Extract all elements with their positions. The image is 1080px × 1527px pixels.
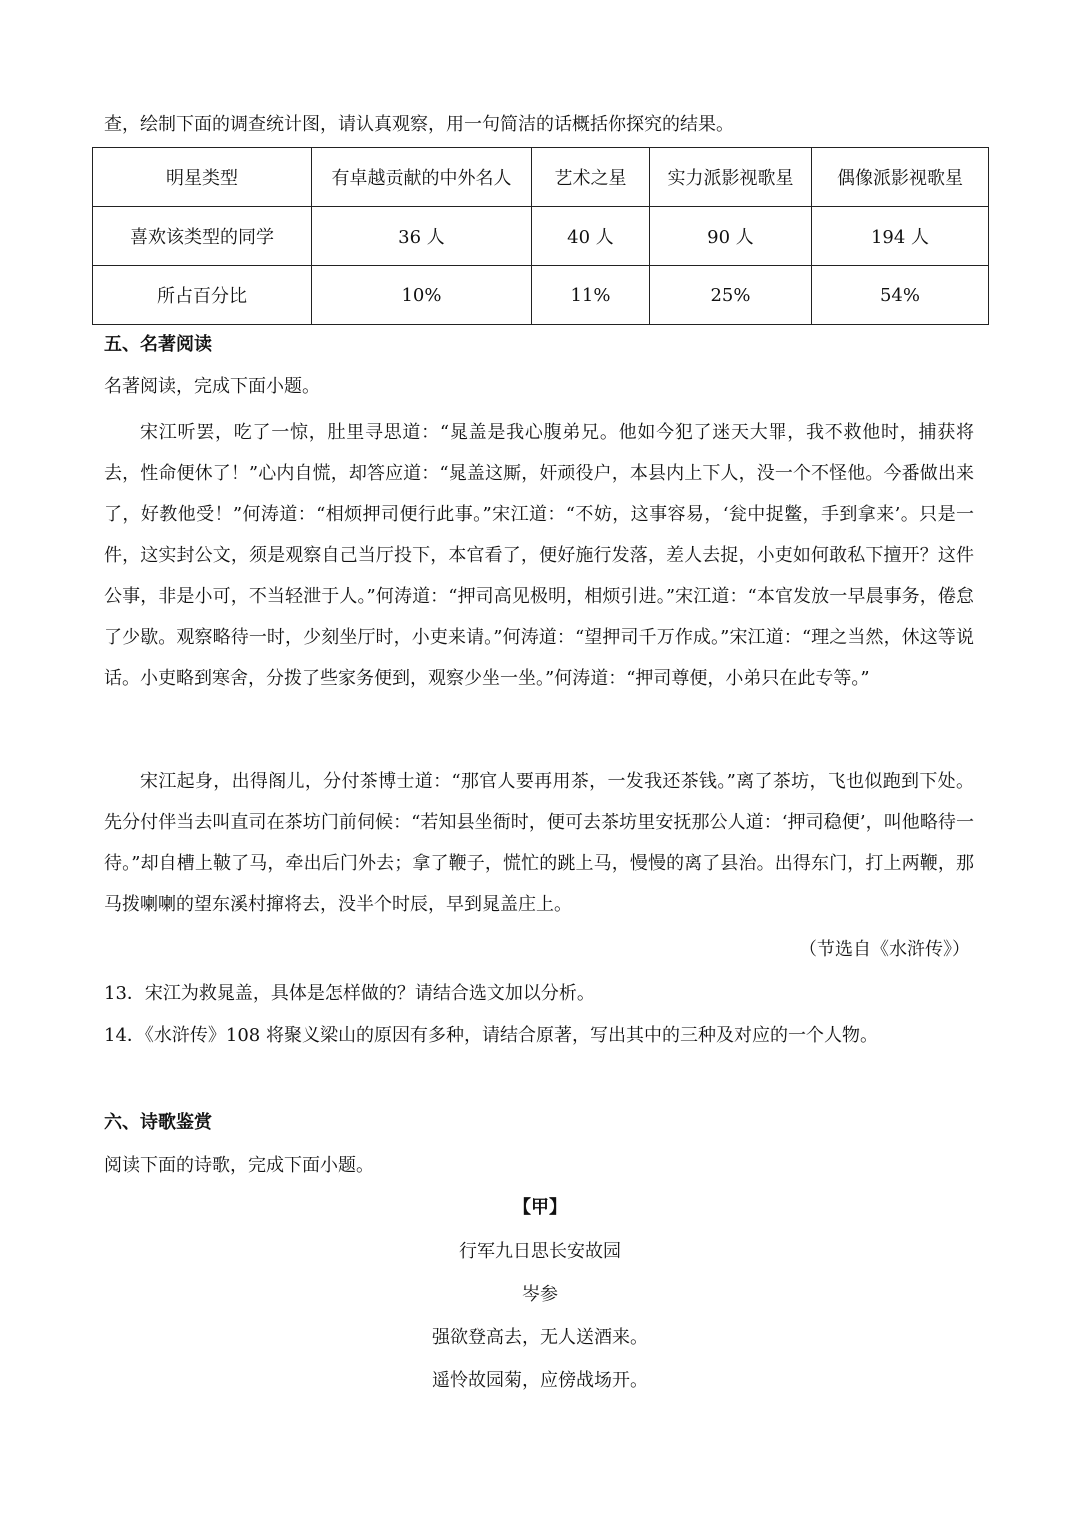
table-cell: 10% bbox=[312, 266, 532, 325]
table-row bbox=[93, 266, 989, 325]
table-cell: 40 人 bbox=[532, 207, 650, 266]
table-row bbox=[93, 148, 989, 207]
passage-source: （节选自《水浒传》） bbox=[799, 939, 970, 960]
table-cell: 有卓越贡献的中外名人 bbox=[312, 148, 532, 207]
question-13: 13．宋江为救晁盖，具体是怎样做的？请结合选文加以分析。 bbox=[104, 983, 595, 1004]
intro-line: 查，绘制下面的调查统计图，请认真观察，用一句简洁的话概括你探究的结果。 bbox=[104, 114, 734, 135]
table-cell: 偶像派影视歌星 bbox=[812, 148, 989, 207]
passage-paragraph-1: 宋江听罢，吃了一惊，肚里寻思道：“晁盖是我心腹弟兄。他如今犯了迷天大罪，我不救他时，捕获将去，性命便休了！”心内自慌，却答应道：“晁盖这厮，奸顽役户，本县内上下人，没一个不怪他。今番做出来了，好教他受！”何涛道：“相烦押司便行此事。”宋江道：“不妨，这事容易，‘瓮中捉鳖，手到拿来’。只是一件，这实封公文，须是观察自己当厅投下，本官看了，便好施行发落，差人去捉，小吏如何敢私下擅开？这件公事，非是小可，不当轻泄于人。”何涛道：“押司高见极明，相烦引进。”宋江道：“本官发放一早晨事务，倦怠了少歇。观察略待一时，少刻坐厅时，小吏来请。”何涛道：“望押司千万作成。”宋江道：“理之当然，休这等说话。小吏略到寒舍，分拨了些家务便到，观察少坐一坐。”何涛道：“押司尊便，小弟只在此专等。” bbox=[104, 422, 974, 689]
poem-label: 【甲】 bbox=[513, 1197, 567, 1218]
table-cell: 实力派影视歌星 bbox=[650, 148, 812, 207]
passage-paragraph-2: 宋江起身，出得阁儿，分付茶博士道：“那官人要再用茶，一发我还茶钱。”离了茶坊，飞也似跑到下处。先分付伴当去叫直司在茶坊门前伺候：“若知县坐衙时，便可去茶坊里安抚那公人道：‘押司稳便’，叫他略待一待。”却自槽上鞁了马，牵出后门外去；拿了鞭子，慌忙的跳上马，慢慢的离了县治。出得东门，打上两鞭，那马拨喇喇的望东溪村撺将去，没半个时辰，早到晁盖庄上。 bbox=[104, 771, 974, 915]
question-14: 14．《水浒传》108 将聚义梁山的原因有多种，请结合原著，写出其中的三种及对应的一个人物。 bbox=[104, 1025, 878, 1046]
table-cell: 艺术之星 bbox=[532, 148, 650, 207]
table-cell: 54% bbox=[812, 266, 989, 325]
table-cell: 90 人 bbox=[650, 207, 812, 266]
table-row bbox=[93, 207, 989, 266]
survey-table bbox=[92, 147, 989, 325]
section5-instruction: 名著阅读，完成下面小题。 bbox=[104, 376, 320, 397]
table-cell: 194 人 bbox=[812, 207, 989, 266]
table-cell: 所占百分比 bbox=[93, 266, 312, 325]
section6-instruction: 阅读下面的诗歌，完成下面小题。 bbox=[104, 1155, 374, 1176]
poem-title: 行军九日思长安故园 bbox=[459, 1241, 621, 1262]
table-cell: 喜欢该类型的同学 bbox=[93, 207, 312, 266]
table-cell: 明星类型 bbox=[93, 148, 312, 207]
section5-heading: 五、名著阅读 bbox=[104, 334, 212, 355]
table-cell: 25% bbox=[650, 266, 812, 325]
section6-heading: 六、诗歌鉴赏 bbox=[104, 1112, 212, 1133]
table-cell: 36 人 bbox=[312, 207, 532, 266]
table-cell: 11% bbox=[532, 266, 650, 325]
poem-author: 岑参 bbox=[522, 1284, 558, 1305]
poem-line-2: 遥怜故园菊，应傍战场开。 bbox=[432, 1370, 648, 1391]
poem-line-1: 强欲登高去，无人送酒来。 bbox=[432, 1327, 648, 1348]
